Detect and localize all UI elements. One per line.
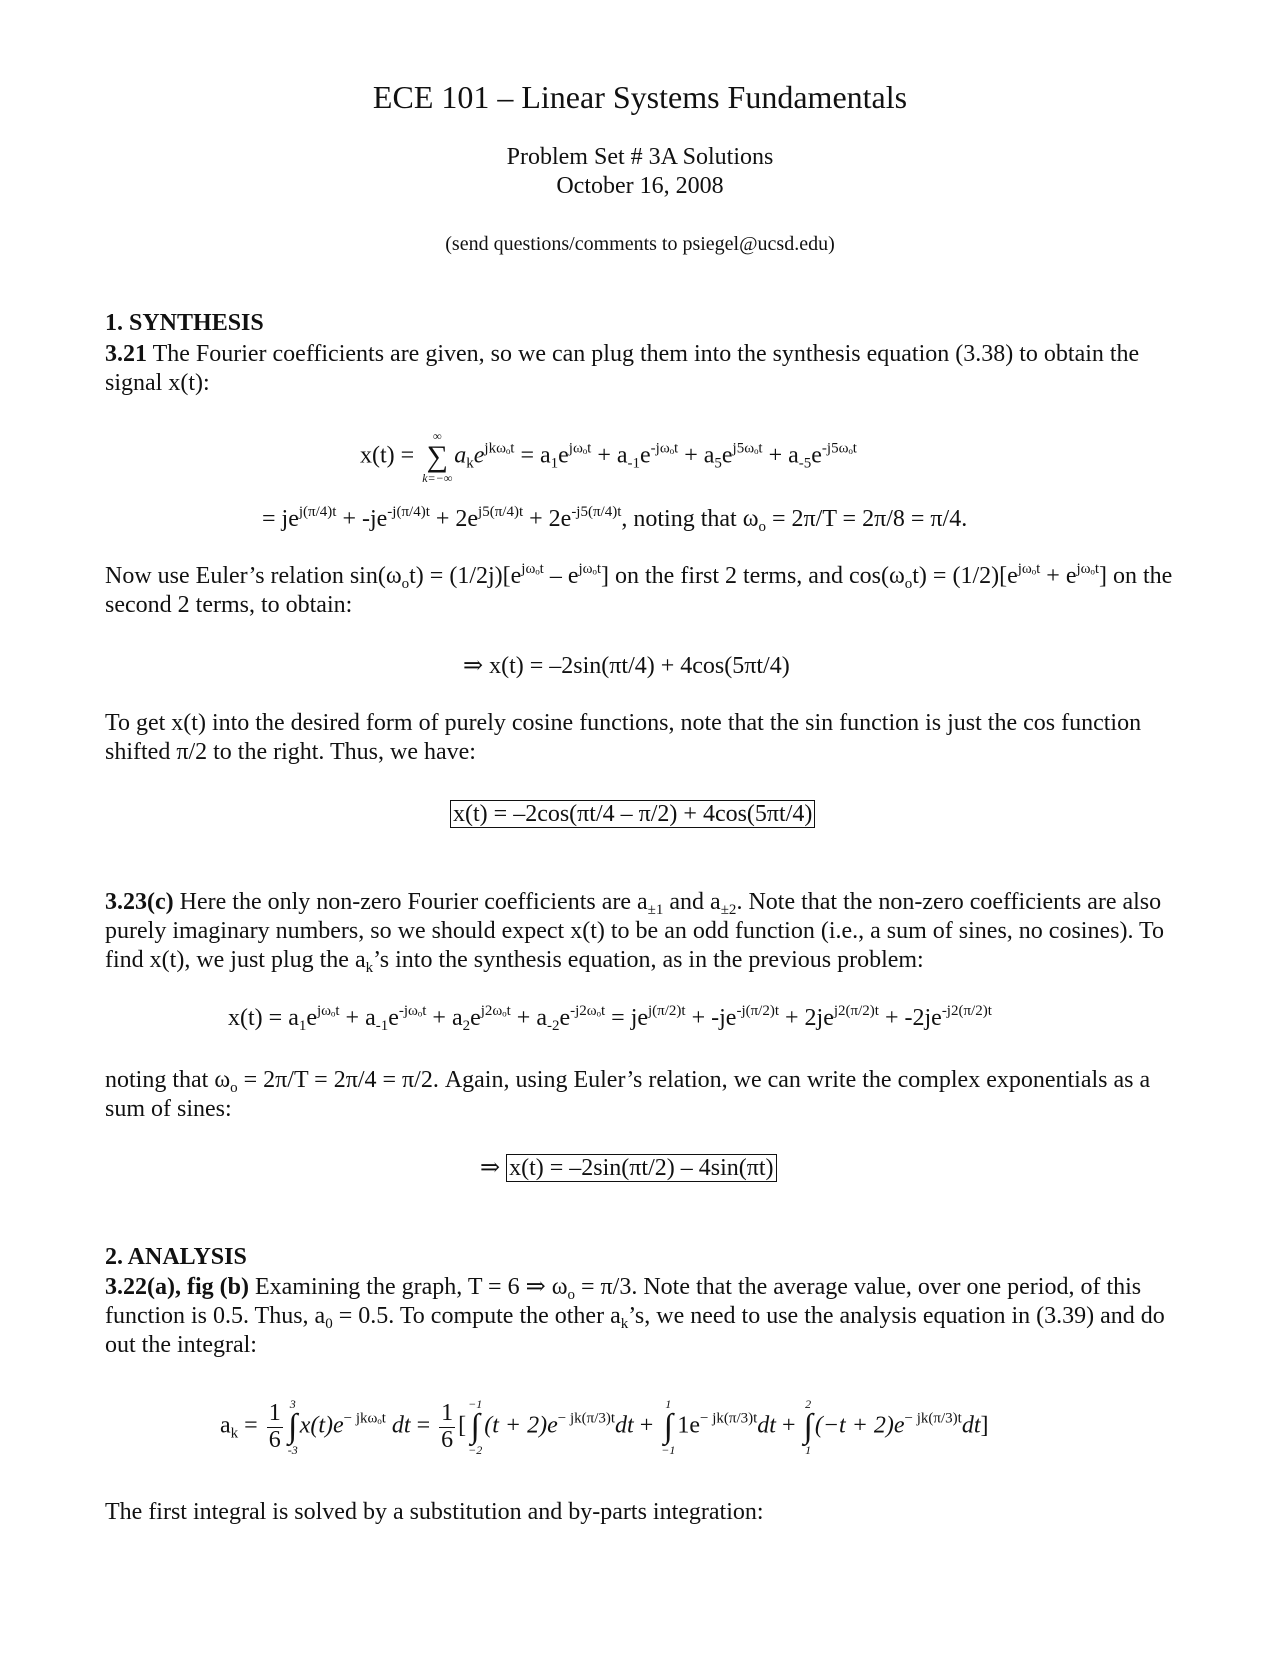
text-run: k bbox=[466, 455, 474, 472]
text-run: + a bbox=[591, 442, 628, 469]
text-run: jωₒt bbox=[578, 561, 602, 577]
text-run: = je bbox=[262, 506, 299, 532]
text-run: = bbox=[238, 1412, 264, 1439]
text-run: noting that ω bbox=[105, 1067, 231, 1093]
text-run: -j2ωₒt bbox=[570, 1003, 606, 1019]
text-run: jkωₒt bbox=[484, 440, 515, 457]
text-run: jωₒt bbox=[317, 1003, 340, 1019]
first-integral-note bbox=[105, 1498, 1175, 1527]
text-run: ’s, we need to use the analysis equation in (3.39) and do out the integral: bbox=[105, 1303, 1165, 1358]
text-run: o bbox=[401, 576, 410, 592]
text-run: a bbox=[454, 442, 467, 469]
lower-limit: −1 bbox=[661, 1443, 676, 1457]
lower-limit: k=−∞ bbox=[422, 471, 453, 485]
integral-symbol: ∫ bbox=[803, 1408, 813, 1445]
denominator: 6 bbox=[441, 1426, 454, 1453]
euler-paragraph bbox=[105, 562, 1175, 620]
text-run: ⇒ bbox=[480, 1155, 507, 1181]
text-run: x(t) = bbox=[360, 442, 421, 469]
text-run: jωₒt bbox=[521, 561, 544, 577]
text-run: ’s into the synthesis equation, as in the previous problem: bbox=[373, 947, 924, 973]
contact-note: (send questions/comments to psiegel@ucsd.edu) bbox=[445, 233, 835, 255]
boxed-answer-3-23c bbox=[480, 1154, 1280, 1183]
text-run: + 2je bbox=[779, 1005, 834, 1031]
text-run: j5ωₒt bbox=[732, 440, 763, 457]
text-run: -j5(π/4)t bbox=[571, 504, 622, 520]
problem-3-23c-paragraph bbox=[105, 888, 1175, 975]
text-run: Here the only non-zero Fourier coefficients are a bbox=[173, 889, 648, 915]
document-title: ECE 101 – Linear Systems Fundamentals bbox=[372, 79, 908, 115]
text-run: = π/3. Note that the average value, over one period, of this function is 0.5. Thus, a bbox=[105, 1274, 1142, 1329]
integral bbox=[661, 1398, 675, 1456]
text-run: and a bbox=[663, 889, 721, 915]
section-heading-synthesis bbox=[105, 309, 1175, 338]
text-run: 3.23(c) bbox=[105, 889, 174, 915]
text-run: + a bbox=[426, 1005, 463, 1031]
text-run: = 2π/T = 2π/4 = π/2. Again, using Euler’s relation, we can write the complex exponentials as a sum of sines: bbox=[105, 1067, 1151, 1122]
text-run: k bbox=[230, 1425, 239, 1442]
text-run: -1 bbox=[627, 455, 641, 472]
upper-limit: 3 bbox=[289, 1397, 296, 1411]
text-run: + 2e bbox=[523, 506, 572, 532]
text-run: -5 bbox=[798, 455, 812, 472]
lower-limit: 1 bbox=[805, 1443, 812, 1457]
text-run: k bbox=[620, 1316, 629, 1332]
noting-paragraph bbox=[105, 1066, 1175, 1124]
text-run: ⇒ x(t) = –2sin(πt/4) + 4cos(5πt/4) bbox=[463, 653, 790, 679]
text-run: t) = (1/2j)[e bbox=[409, 563, 522, 589]
text-run: ] bbox=[980, 1412, 989, 1439]
equation-sin-cos-result bbox=[463, 652, 1280, 681]
text-run: = 2π/T = 2π/8 = π/4. bbox=[766, 506, 968, 532]
equation-analysis-integral bbox=[220, 1398, 1280, 1456]
text-run: -1 bbox=[375, 1018, 389, 1034]
text-run: – e bbox=[543, 563, 579, 589]
text-run: − jk(π/3)t bbox=[557, 1410, 616, 1427]
text-run: j2ωₒt bbox=[480, 1003, 511, 1019]
text-run: -j(π/2)t bbox=[736, 1003, 780, 1019]
text-run: x(t) = a bbox=[228, 1005, 299, 1031]
denominator: 6 bbox=[268, 1426, 281, 1453]
text-run: ] on the first 2 terms, and cos(ω bbox=[601, 563, 905, 589]
sigma-symbol: ∑ bbox=[426, 440, 448, 473]
text-run: jωₒt bbox=[568, 440, 592, 457]
text-run: 1 bbox=[298, 1018, 307, 1034]
text-run: 1 bbox=[550, 455, 559, 472]
text-run: + a bbox=[762, 442, 799, 469]
text-run: − jk(π/3)t bbox=[904, 1410, 962, 1427]
upper-limit: −1 bbox=[468, 1397, 483, 1411]
text-run: = a bbox=[514, 442, 551, 469]
text-run: ±1 bbox=[647, 902, 664, 918]
text-run: Examining the graph, T = 6 ⇒ ω bbox=[248, 1274, 568, 1300]
text-run: jωₒt bbox=[1076, 561, 1099, 577]
text-run: a bbox=[220, 1412, 231, 1439]
text-run: e bbox=[388, 1005, 399, 1031]
upper-limit: 1 bbox=[665, 1397, 672, 1411]
text-run: ±2 bbox=[720, 902, 737, 918]
integral-symbol: ∫ bbox=[288, 1408, 298, 1445]
section-heading-analysis bbox=[105, 1243, 1175, 1272]
problem-3-21-intro bbox=[105, 340, 1175, 398]
text-run: e bbox=[721, 442, 733, 469]
text-run: = je bbox=[605, 1005, 649, 1031]
text-run: -j(π/4)t bbox=[387, 504, 430, 520]
document-date: October 16, 2008 bbox=[556, 173, 724, 199]
integral-symbol: ∫ bbox=[470, 1408, 480, 1445]
text-run: 1e bbox=[677, 1412, 701, 1439]
equation-3-23c-synthesis bbox=[228, 1004, 1280, 1033]
text-run: + bbox=[775, 1412, 802, 1439]
text-run: To get x(t) into the desired form of purely cosine functions, note that the sin function is just the cos function shifted π/2 to the right. Thus, we have: bbox=[105, 710, 1142, 765]
text-run: , noting that ω bbox=[621, 506, 759, 532]
text-run: e bbox=[558, 442, 569, 469]
text-run: k bbox=[365, 960, 374, 976]
upper-limit: ∞ bbox=[432, 429, 442, 443]
summation bbox=[422, 430, 452, 484]
text-run: − jkωₒt bbox=[343, 1410, 386, 1427]
text-run: dt bbox=[615, 1412, 634, 1439]
text-run: [ bbox=[458, 1412, 467, 1439]
text-run: (−t + 2)e bbox=[814, 1412, 905, 1439]
text-run: = bbox=[410, 1412, 437, 1439]
numerator: 1 bbox=[268, 1400, 281, 1427]
text-run: e bbox=[306, 1005, 317, 1031]
text-run: ] on the second 2 terms, to obtain: bbox=[105, 563, 1173, 618]
text-run: 2 bbox=[462, 1018, 471, 1034]
text-run: The Fourier coefficients are given, so we can plug them into the synthesis equation (3.38) to obtain the signal x(t): bbox=[105, 341, 1140, 396]
text-run: -j2(π/2)t bbox=[941, 1003, 992, 1019]
text-run: The first integral is solved by a substitution and by-parts integration: bbox=[105, 1499, 764, 1525]
text-run: j(π/2)t bbox=[648, 1003, 686, 1019]
text-run: (t + 2)e bbox=[484, 1412, 558, 1439]
text-run: j(π/4)t bbox=[298, 504, 337, 520]
text-run: 0 bbox=[325, 1316, 333, 1332]
equation-synthesis-sum bbox=[360, 430, 1280, 484]
text-run: + -je bbox=[336, 506, 388, 532]
text-run: x(t)e bbox=[299, 1412, 344, 1439]
boxed-result: x(t) = –2sin(πt/2) – 4sin(πt) bbox=[506, 1154, 776, 1182]
text-run: e bbox=[559, 1005, 571, 1031]
boxed-result: x(t) = –2cos(πt/4 – π/2) + 4cos(5πt/4) bbox=[450, 800, 815, 828]
text-run: -jωₒt bbox=[398, 1003, 427, 1019]
text-run: o bbox=[904, 576, 913, 592]
text-run: + 2e bbox=[429, 506, 479, 532]
text-run: + bbox=[633, 1412, 660, 1439]
problem-3-22a-paragraph bbox=[105, 1273, 1175, 1360]
text-run: + a bbox=[339, 1005, 376, 1031]
text-run: o bbox=[230, 1080, 238, 1096]
text-run: 3.21 bbox=[105, 341, 147, 367]
text-run: -j5ωₒt bbox=[821, 440, 857, 457]
text-run: dt bbox=[961, 1412, 981, 1439]
integral bbox=[804, 1398, 813, 1456]
text-run: 3.22(a), fig (b) bbox=[105, 1274, 249, 1300]
integral-symbol: ∫ bbox=[663, 1408, 673, 1445]
text-run: + -je bbox=[685, 1005, 737, 1031]
text-run: + a bbox=[510, 1005, 547, 1031]
text-run: o bbox=[567, 1287, 575, 1303]
text-run: = 0.5. To compute the other a bbox=[332, 1303, 621, 1329]
lower-limit: −2 bbox=[468, 1443, 483, 1457]
text-run: j5(π/4)t bbox=[478, 504, 524, 520]
text-run: e bbox=[473, 442, 485, 469]
boxed-answer-3-21 bbox=[450, 800, 1280, 829]
cosine-form-paragraph bbox=[105, 709, 1175, 767]
text-run: 2. ANALYSIS bbox=[105, 1244, 247, 1270]
text-run: Now use Euler’s relation sin(ω bbox=[105, 563, 402, 589]
text-run: + a bbox=[678, 442, 715, 469]
text-run: t) = (1/2)[e bbox=[912, 563, 1018, 589]
text-run: e bbox=[470, 1005, 481, 1031]
text-run: 1. SYNTHESIS bbox=[105, 310, 264, 336]
text-run: dt bbox=[385, 1412, 411, 1439]
text-run: jωₒt bbox=[1017, 561, 1041, 577]
integral bbox=[288, 1398, 298, 1456]
text-run: − jk(π/3)t bbox=[700, 1410, 758, 1427]
lower-limit: -3 bbox=[287, 1443, 298, 1457]
text-run: e bbox=[811, 442, 822, 469]
text-run: . Note that the non-zero coefficients are also purely imaginary numbers, so we should expect x(t) to be an odd function (i.e., a sum of sines, no cosines). To find x(t), we just plug the a bbox=[105, 889, 1164, 973]
text-run: -jωₒt bbox=[650, 440, 679, 457]
equation-synthesis-values bbox=[262, 505, 1280, 534]
fraction bbox=[439, 1401, 455, 1452]
text-run: j2(π/2)t bbox=[833, 1003, 879, 1019]
text-run: + -2je bbox=[878, 1005, 942, 1031]
numerator: 1 bbox=[441, 1400, 454, 1427]
text-run: o bbox=[758, 519, 766, 535]
text-run: 5 bbox=[714, 455, 722, 472]
text-run: dt bbox=[757, 1412, 776, 1439]
integral bbox=[468, 1398, 482, 1456]
text-run: + e bbox=[1040, 563, 1077, 589]
document-subtitle: Problem Set # 3A Solutions bbox=[506, 144, 774, 170]
text-run: -2 bbox=[546, 1018, 560, 1034]
fraction bbox=[267, 1401, 283, 1452]
upper-limit: 2 bbox=[805, 1397, 812, 1411]
text-run: e bbox=[640, 442, 651, 469]
